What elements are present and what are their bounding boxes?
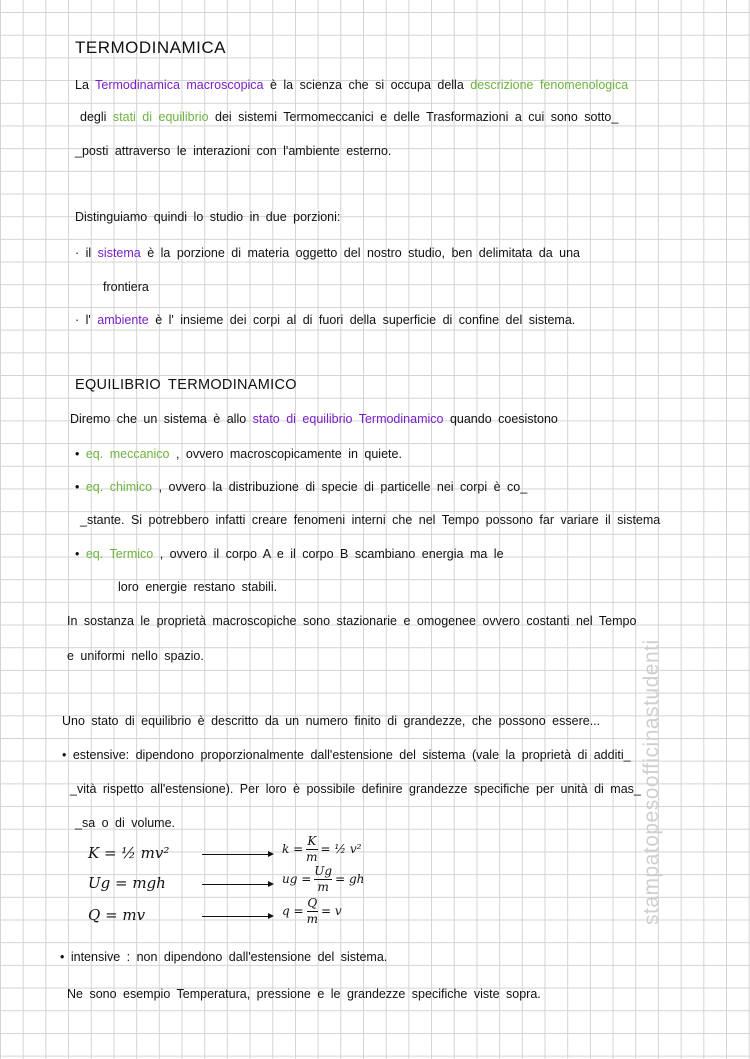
note-line: [70, 782, 641, 796]
note-text: e uniformi nello spazio.: [67, 649, 204, 663]
note-line: [67, 614, 636, 628]
note-text: Diremo che un sistema è allo: [70, 412, 253, 426]
note-line: [75, 447, 402, 461]
formula-rhs: [282, 896, 342, 927]
formula-lhs: K = ½ mv²: [88, 844, 170, 862]
fraction: [306, 834, 317, 865]
formula-symbol: q =: [282, 904, 304, 918]
numerator: Q: [307, 896, 318, 910]
note-text: _sa o di volume.: [75, 816, 176, 830]
note-line: [75, 210, 340, 224]
note-text: • estensive: dipendono proporzionalmente dall'estensione del sistema (vale la proprietà di additi_: [62, 748, 631, 762]
formula-rhs: [282, 864, 364, 895]
numerator: Ug: [314, 864, 333, 878]
note-text: In sostanza le proprietà macroscopiche sono stazionarie e omogenee ovvero costanti nel Tempo: [67, 614, 637, 628]
numerator: K: [307, 834, 317, 848]
note-line: [70, 412, 558, 426]
note-text: Distinguiamo quindi lo studio in due porzioni:: [75, 210, 341, 224]
formula-rhs: [282, 834, 361, 865]
note-text: •: [75, 547, 86, 561]
note-line: [62, 714, 600, 728]
note-text: , ovvero la distribuzione di specie di particelle nei corpi è co_: [152, 480, 528, 494]
highlighted-term: Termodinamica macroscopica: [95, 78, 264, 92]
formula-result: = gh: [335, 872, 365, 886]
note-line: [67, 649, 204, 663]
note-line: [75, 144, 391, 158]
highlighted-term: eq. meccanico: [85, 447, 170, 461]
note-line: [75, 78, 628, 92]
note-line: [60, 950, 387, 964]
highlighted-term: descrizione fenomenologica: [470, 78, 629, 92]
formula-lhs: Q = mv: [88, 906, 146, 924]
note-text: quando coesistono: [443, 412, 558, 426]
highlighted-term: stati di equilibrio: [112, 110, 209, 124]
note-line: [75, 547, 504, 561]
note-text: dei sistemi Termomeccanici e delle Trasformazioni a cui sono sotto_: [208, 110, 619, 124]
note-line: [80, 110, 618, 124]
note-line: [75, 816, 175, 830]
highlighted-term: eq. Termico: [85, 547, 154, 561]
arrow-icon: [202, 854, 272, 855]
fraction: [314, 864, 332, 895]
denominator: m: [306, 850, 318, 864]
formula-symbol: k =: [282, 842, 304, 856]
note-text: •: [75, 480, 86, 494]
note-text: , ovvero il corpo A e il corpo B scambiano energia ma le: [153, 547, 504, 561]
note-text: loro energie restano stabili.: [118, 580, 278, 594]
section-heading: [75, 38, 226, 58]
arrow-icon: [202, 916, 272, 917]
note-line: [75, 246, 580, 260]
formula-symbol: ug =: [282, 872, 312, 886]
note-text: EQUILIBRIO TERMODINAMICO: [75, 377, 297, 393]
formula-result: = ½ v²: [320, 842, 362, 856]
note-text: è la porzione di materia oggetto del nostro studio, ben delimitata da una: [140, 246, 581, 260]
denominator: m: [306, 912, 318, 926]
note-text: _vità rispetto all'estensione). Per loro è possibile definire grandezze specifiche per unità di mas_: [70, 782, 641, 796]
note-text: La: [75, 78, 96, 92]
note-text: • intensive : non dipendono dall'estensione del sistema.: [60, 950, 388, 964]
arrow-icon: [202, 884, 272, 885]
formula-lhs: Ug = mgh: [88, 874, 166, 892]
fraction: [307, 896, 318, 927]
note-text: _stante. Si potrebbero infatti creare fenomeni interni che nel Tempo possono far variare il sistema: [80, 513, 661, 527]
note-line: [118, 580, 277, 594]
note-line: [62, 748, 631, 762]
note-text: frontiera: [103, 280, 149, 294]
denominator: m: [317, 880, 329, 894]
note-line: [75, 480, 527, 494]
highlighted-term: eq. chimico: [85, 480, 153, 494]
note-line: [75, 313, 575, 327]
watermark: stampatopesoofficinastudenti: [640, 639, 663, 925]
note-text: · il: [75, 246, 98, 260]
section-heading: [75, 377, 297, 393]
highlighted-term: stato di equilibrio Termodinamico: [252, 412, 444, 426]
highlighted-term: sistema: [97, 246, 141, 260]
note-text: è la scienza che si occupa della: [263, 78, 471, 92]
note-text: · l': [75, 313, 98, 327]
note-text: Ne sono esempio Temperatura, pressione e le grandezze specifiche viste sopra.: [67, 987, 541, 1001]
note-text: Uno stato di equilibrio è descritto da un numero finito di grandezze, che possono essere...: [62, 714, 601, 728]
note-text: •: [75, 447, 86, 461]
note-text: degli: [80, 110, 113, 124]
note-text: , ovvero macroscopicamente in quiete.: [169, 447, 402, 461]
note-text: _posti attraverso le interazioni con l'ambiente esterno.: [75, 144, 392, 158]
note-line: [103, 280, 149, 294]
highlighted-term: ambiente: [97, 313, 149, 327]
note-line: [80, 513, 660, 527]
note-line: [67, 987, 541, 1001]
note-text: è l' insieme dei corpi al di fuori della superficie di confine del sistema.: [148, 313, 576, 327]
note-text: TERMODINAMICA: [75, 38, 226, 57]
formula-result: = v: [320, 904, 342, 918]
